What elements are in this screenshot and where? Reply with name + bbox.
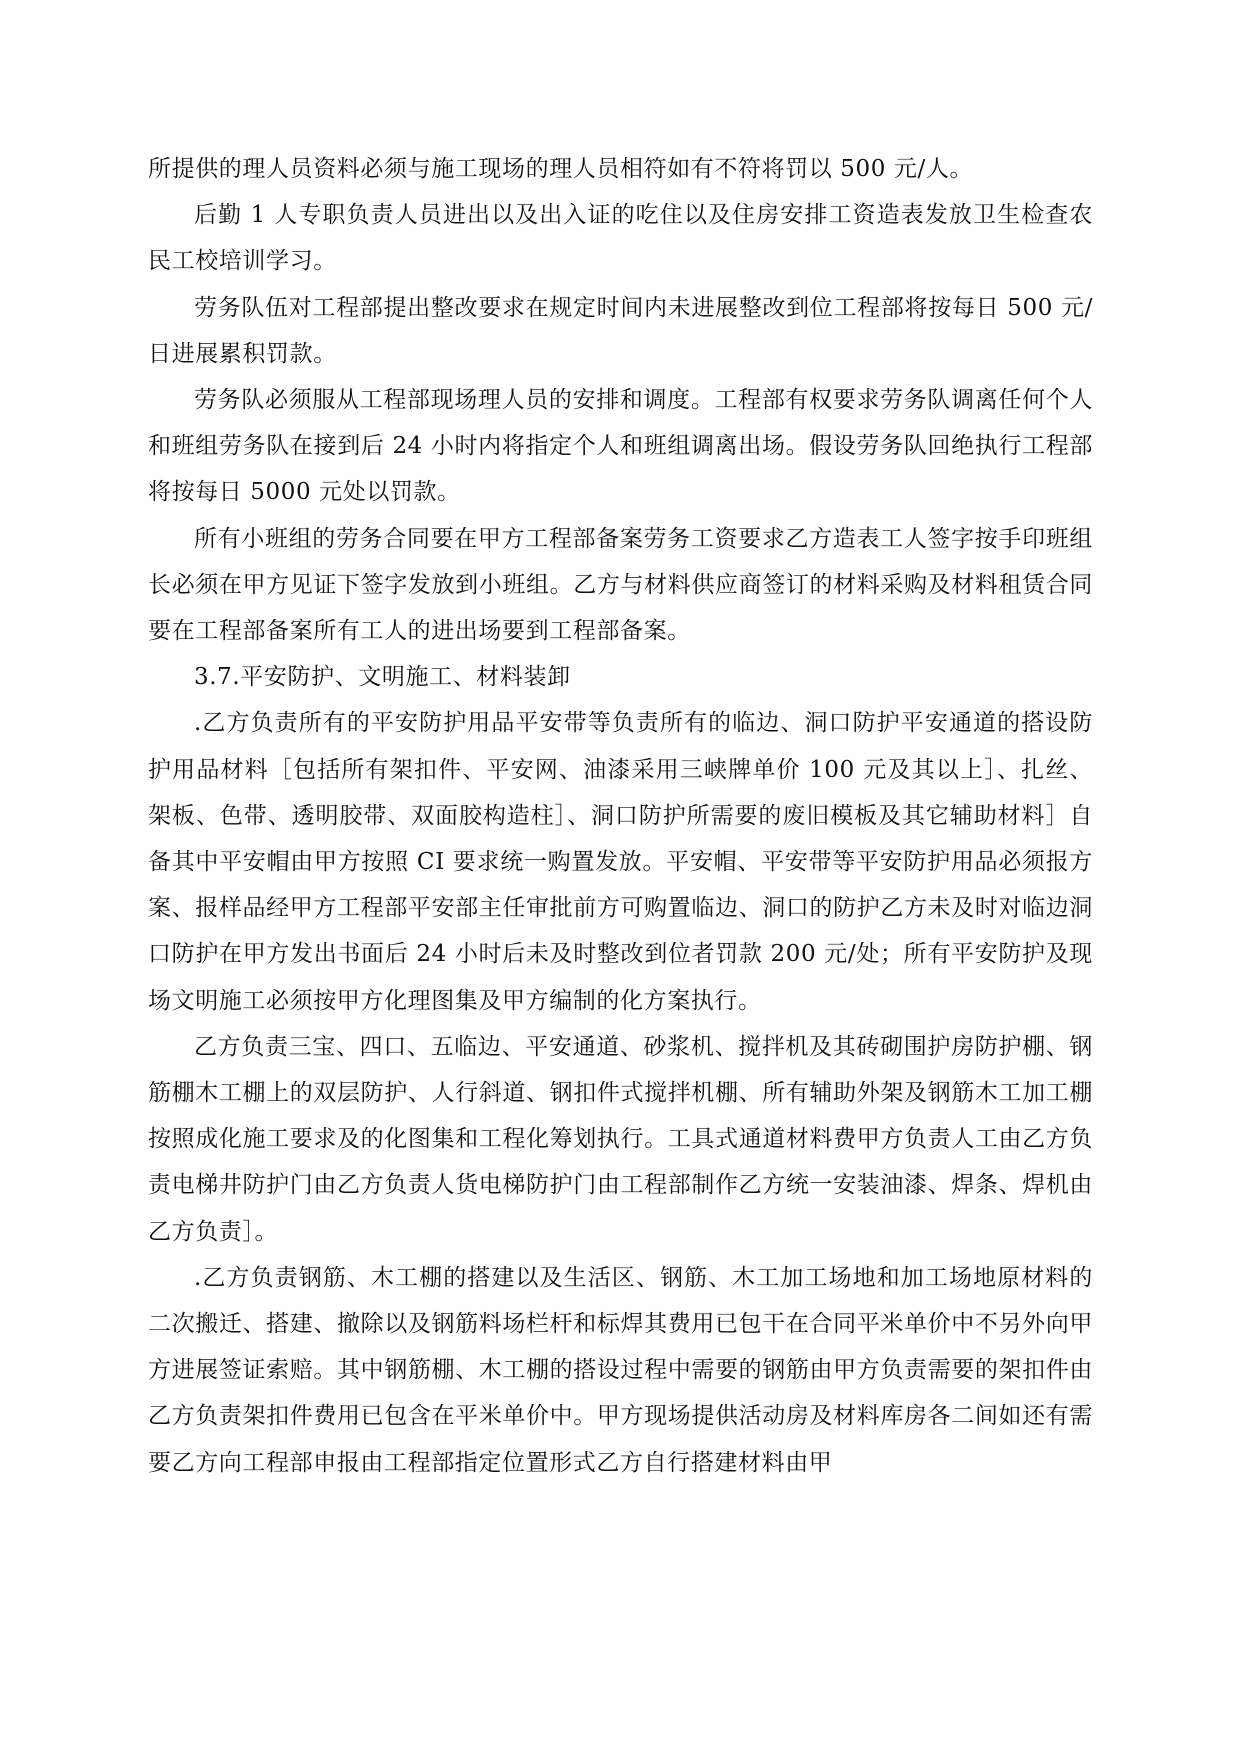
paragraph-9: .乙方负责钢筋、木工棚的搭建以及生活区、钢筋、木工加工场地和加工场地原材料的二次搬迁、搭建、撤除以及钢筋料场栏杆和标焊其费用已包干在合同平米单价中不另外向甲方进展签证索赔。其中钢筋棚、木工棚的搭设过程中需要的钢筋由甲方负责需要的架扣件由乙方负责架扣件费用已包含在平米单价中。甲方现场提供活动房及材料库房各二间如还有需要乙方向工程部申报由工程部指定位置形式乙方自行搭建材料由甲	[148, 1264, 1093, 1476]
paragraph-3: 劳务队伍对工程部提出整改要求在规定时间内未进展整改到位工程部将按每日 500 元/日进展累积罚款。	[148, 294, 1093, 367]
paragraph-2: 后勤 1 人专职负责人员进出以及出入证的吃住以及住房安排工资造表发放卫生检查农民工校培训学习。	[148, 202, 1093, 275]
document-page	[148, 146, 1093, 1486]
paragraph-8: 乙方负责三宝、四口、五临边、平安通道、砂浆机、搅拌机及其砖砌围护房防护棚、钢筋棚木工棚上的双层防护、人行斜道、钢扣件式搅拌机棚、所有辅助外架及钢筋木工加工棚按照成化施工要求及的化图集和工程化筹划执行。工具式通道材料费甲方负责人工由乙方负责电梯井防护门由乙方负责人货电梯防护门由工程部制作乙方统一安装油漆、焊条、焊机由乙方负责］。	[148, 1033, 1093, 1245]
paragraph-5: 所有小班组的劳务合同要在甲方工程部备案劳务工资要求乙方造表工人签字按手印班组长必须在甲方见证下签字发放到小班组。乙方与材料供应商签订的材料采购及材料租赁合同要在工程部备案所有工人的进出场要到工程部备案。	[148, 525, 1093, 645]
paragraph-4: 劳务队必须服从工程部现场理人员的安排和调度。工程部有权要求劳务队调离任何个人和班组劳务队在接到后 24 小时内将指定个人和班组调离出场。假设劳务队回绝执行工程部将按每日 5000 元处以罚款。	[148, 387, 1093, 506]
paragraph-7: .乙方负责所有的平安防护用品平安带等负责所有的临边、洞口防护平安通道的搭设防护用品材料［包括所有架扣件、平安网、油漆采用三峡牌单价 100 元及其以上］、扎丝、架板、色带、透明胶带、双面胶构造柱］、洞口防护所需要的废旧模板及其它辅助材料］自备其中平安帽由甲方按照 CI 要求统一购置发放。平安帽、平安带等平安防护用品必须报方案、报样品经甲方工程部平安部主任审批前方可购置临边、洞口的防护乙方未及时对临边洞口防护在甲方发出书面后 24 小时后未及时整改到位者罚款 200 元/处；所有平安防护及现场文明施工必须按甲方化理图集及甲方编制的化方案执行。	[148, 710, 1093, 1014]
section-heading-3-7: 3.7.平安防护、文明施工、材料装卸	[194, 664, 571, 691]
paragraph-1: 所提供的理人员资料必须与施工现场的理人员相符如有不符将罚以 500 元/人。	[148, 156, 974, 182]
